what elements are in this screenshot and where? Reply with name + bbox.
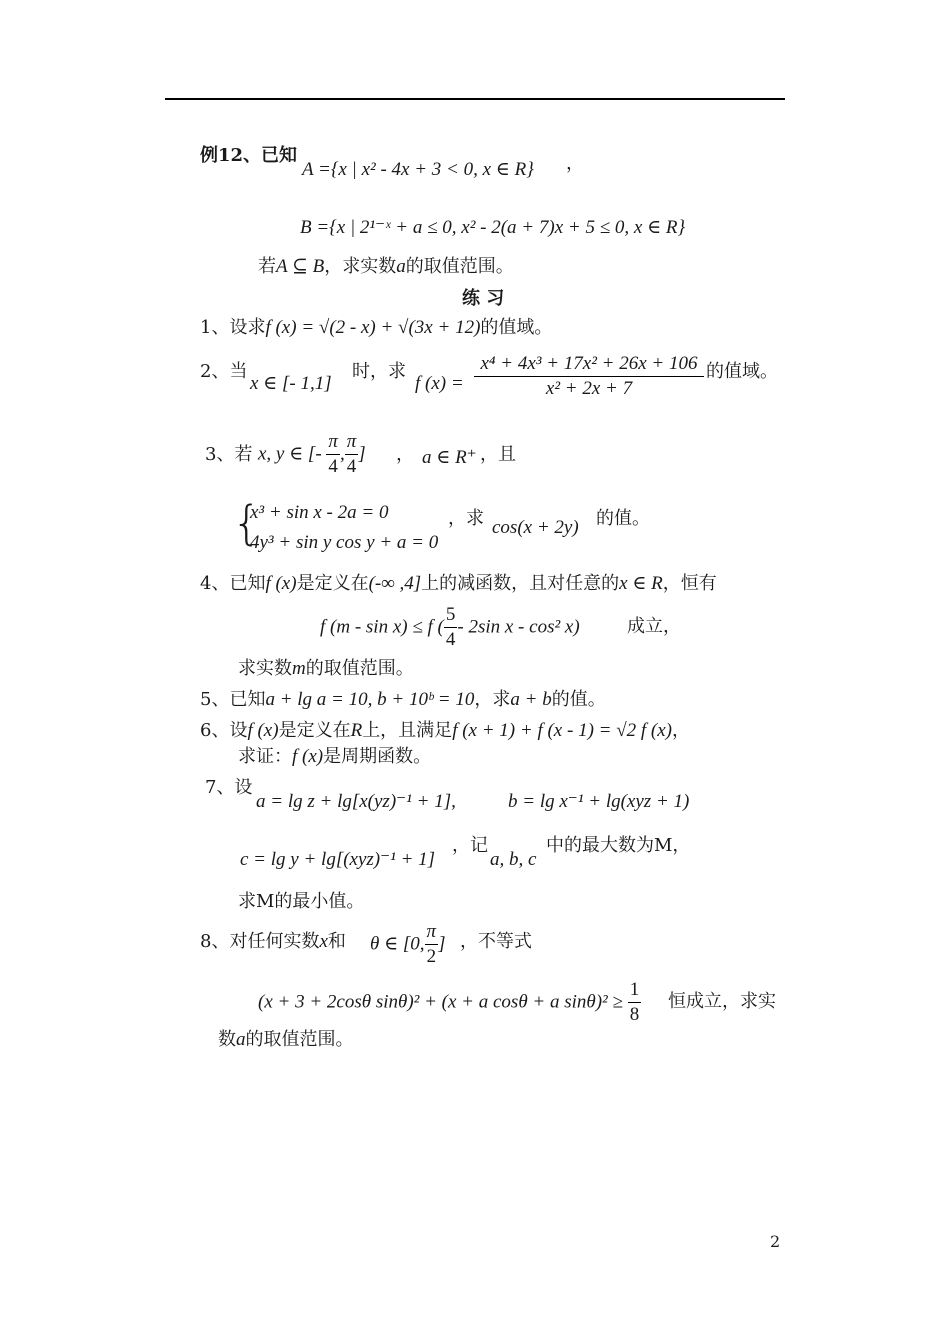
- problem-6: [200, 719, 690, 743]
- function-lhs: f (x) =: [415, 373, 464, 394]
- one: 1: [628, 978, 642, 1003]
- problem-7-prefix: 7、设: [205, 777, 253, 798]
- domain-left: x, y ∈ [-: [258, 443, 322, 465]
- problem-text: 上的减函数，且对任意的: [421, 573, 620, 594]
- problem-text: 上，且满足: [362, 720, 453, 741]
- function-f: f (x): [292, 746, 324, 767]
- variable-x: x: [319, 931, 328, 952]
- problem-8-line-2: [218, 1028, 354, 1052]
- problem-text: 的取值范围。: [305, 658, 414, 679]
- theta-range-left: θ ∈ [0,: [370, 933, 425, 955]
- real-set: R: [350, 720, 363, 741]
- problem-6-proof: [238, 745, 431, 769]
- problem-7-note-pre: ，记: [452, 835, 488, 856]
- variable-a: a: [396, 256, 406, 277]
- set-a-comma: ，: [566, 153, 584, 174]
- rational-function: [474, 352, 704, 401]
- five: 5: [444, 603, 458, 628]
- section-title: 练 习: [462, 288, 505, 309]
- inequality-right: - 2sin x - cos² x): [457, 616, 580, 638]
- problem-text: 是定义在: [278, 720, 351, 741]
- problem-4-inequality: [320, 603, 580, 652]
- problem-3-comma: ，: [396, 444, 414, 465]
- problem-2-prefix: 2、当: [200, 361, 248, 382]
- problem-3-prefix: 3、若: [205, 444, 253, 465]
- four: 4: [328, 456, 338, 477]
- problem-text: 6、设: [200, 720, 248, 741]
- function-expression: f (x) = √(2 - x) + √(3x + 12): [265, 317, 481, 338]
- problem-text: ，求: [474, 689, 511, 710]
- x-in-r: x ∈ R: [619, 573, 663, 594]
- problem-text: 数: [218, 1029, 236, 1050]
- problem-3-ask: ，求: [448, 508, 484, 529]
- definition-b: b = lg x⁻¹ + lg(xyz + 1): [508, 791, 690, 812]
- problem-3-and: ，且: [480, 444, 516, 465]
- subset-condition: A ⊆ B: [276, 256, 325, 277]
- problem-text: 的值域。: [480, 317, 553, 338]
- system-equation-1: x³ + sin x - 2a = 0: [250, 502, 389, 523]
- theta-range-right: ]: [438, 933, 446, 955]
- problem-text: ，恒有: [662, 573, 717, 594]
- denominator: x² + 2x + 7: [545, 378, 633, 399]
- set-b-definition: B ={x | 2¹⁻ˣ + a ≤ 0, x² - 2(a + 7)x + 5 ≤ 0, x ∈ R}: [300, 217, 686, 238]
- problem-text: 和: [327, 931, 346, 952]
- problem-text: 4、已知: [200, 573, 266, 594]
- problem-text: ，: [672, 720, 691, 741]
- pi: π: [345, 430, 359, 455]
- two: 2: [426, 946, 437, 967]
- cosine-expression: cos(x + 2y): [492, 517, 579, 538]
- interval: (-∞ ,4]: [368, 573, 422, 594]
- problem-text: 8、对任何实数: [200, 931, 320, 952]
- problem-8-ineq-label: ，不等式: [460, 931, 532, 952]
- problem-3-suffix: 的值。: [596, 508, 650, 529]
- pi: π: [326, 430, 340, 455]
- system-equation-2: 4y³ + sin y cos y + a = 0: [250, 532, 439, 553]
- problem-text: 求证：: [238, 746, 292, 767]
- problem-8-line-1: [200, 930, 346, 954]
- system-brace: {: [232, 496, 262, 550]
- functional-equation: f (x + 1) + f (x - 1) = √2 f (x): [452, 720, 673, 741]
- problem-text: 求实数: [238, 658, 292, 679]
- problem-7-note-post: 中的最大数为M，: [546, 835, 691, 856]
- separator: ,: [339, 443, 345, 465]
- definition-c: c = lg y + lg[(xyz)⁻¹ + 1]: [240, 849, 436, 870]
- numerator: x⁴ + 4x³ + 17x² + 26x + 106: [474, 352, 704, 377]
- one-eighth: [628, 978, 642, 1027]
- problem-text: 是定义在: [296, 573, 369, 594]
- question-text: 的取值范围。: [405, 256, 514, 277]
- problem-4: [200, 572, 717, 596]
- variable-m: m: [292, 658, 306, 679]
- fraction: [474, 352, 704, 401]
- pi-over-4: [345, 430, 359, 479]
- problem-text: 1、设求: [200, 317, 266, 338]
- problem-2-suffix: 的值域。: [706, 361, 778, 382]
- four: 4: [346, 456, 357, 477]
- five-quarters: [444, 603, 458, 652]
- pi-over-4: [326, 430, 340, 479]
- pi-over-2: [425, 920, 439, 969]
- inequality-left: (x + 3 + 2cosθ sinθ)² + (x + a cosθ + a sinθ)² ≥: [258, 991, 623, 1013]
- definition-a: a = lg z + lg[x(yz)⁻¹ + 1],: [256, 791, 456, 812]
- problem-4-ask: [238, 657, 414, 681]
- pi: π: [425, 920, 439, 945]
- four: 4: [445, 629, 456, 650]
- equations: a + lg a = 10, b + 10ᵇ = 10: [265, 689, 475, 710]
- problem-text: 5、已知: [200, 689, 266, 710]
- function-f: f (x): [247, 720, 279, 741]
- problem-text: 的取值范围。: [245, 1029, 354, 1050]
- set-a-definition: A ={x | x² - 4x + 3 < 0, x ∈ R}: [302, 159, 534, 180]
- eight: 8: [629, 1004, 640, 1025]
- question-text: 若: [258, 256, 276, 277]
- problem-1: [200, 316, 552, 340]
- problem-8-tail: 恒成立，求实: [668, 991, 776, 1012]
- problem-2-mid: 时，求: [352, 361, 406, 382]
- page-number: 2: [770, 1232, 781, 1251]
- problem-7-ask: 求M的最小值。: [238, 891, 365, 912]
- example-12-question: [258, 255, 514, 279]
- function-f: f (x): [265, 573, 297, 594]
- header-rule: [165, 98, 785, 100]
- problem-text: 是周期函数。: [323, 746, 432, 767]
- problem-4-holds: 成立，: [627, 616, 681, 637]
- inequality-left: f (m - sin x) ≤ f (: [320, 616, 444, 638]
- problem-8-inequality: [258, 978, 641, 1027]
- sum-a-b: a + b: [510, 689, 552, 710]
- example-12-label: 例12、已知: [200, 145, 298, 166]
- abc-list: a, b, c: [490, 849, 537, 870]
- problem-5: [200, 688, 606, 712]
- problem-text: 的值。: [551, 689, 606, 710]
- domain-expression: x ∈ [- 1,1]: [250, 373, 332, 394]
- example-12-heading: [200, 144, 297, 168]
- domain-right: ]: [358, 443, 366, 465]
- a-positive-real: a ∈ R⁺: [422, 447, 477, 468]
- problem-3-domain: [258, 430, 366, 479]
- variable-a: a: [236, 1029, 246, 1050]
- theta-range: [370, 920, 445, 969]
- question-text: ，求实数: [324, 256, 397, 277]
